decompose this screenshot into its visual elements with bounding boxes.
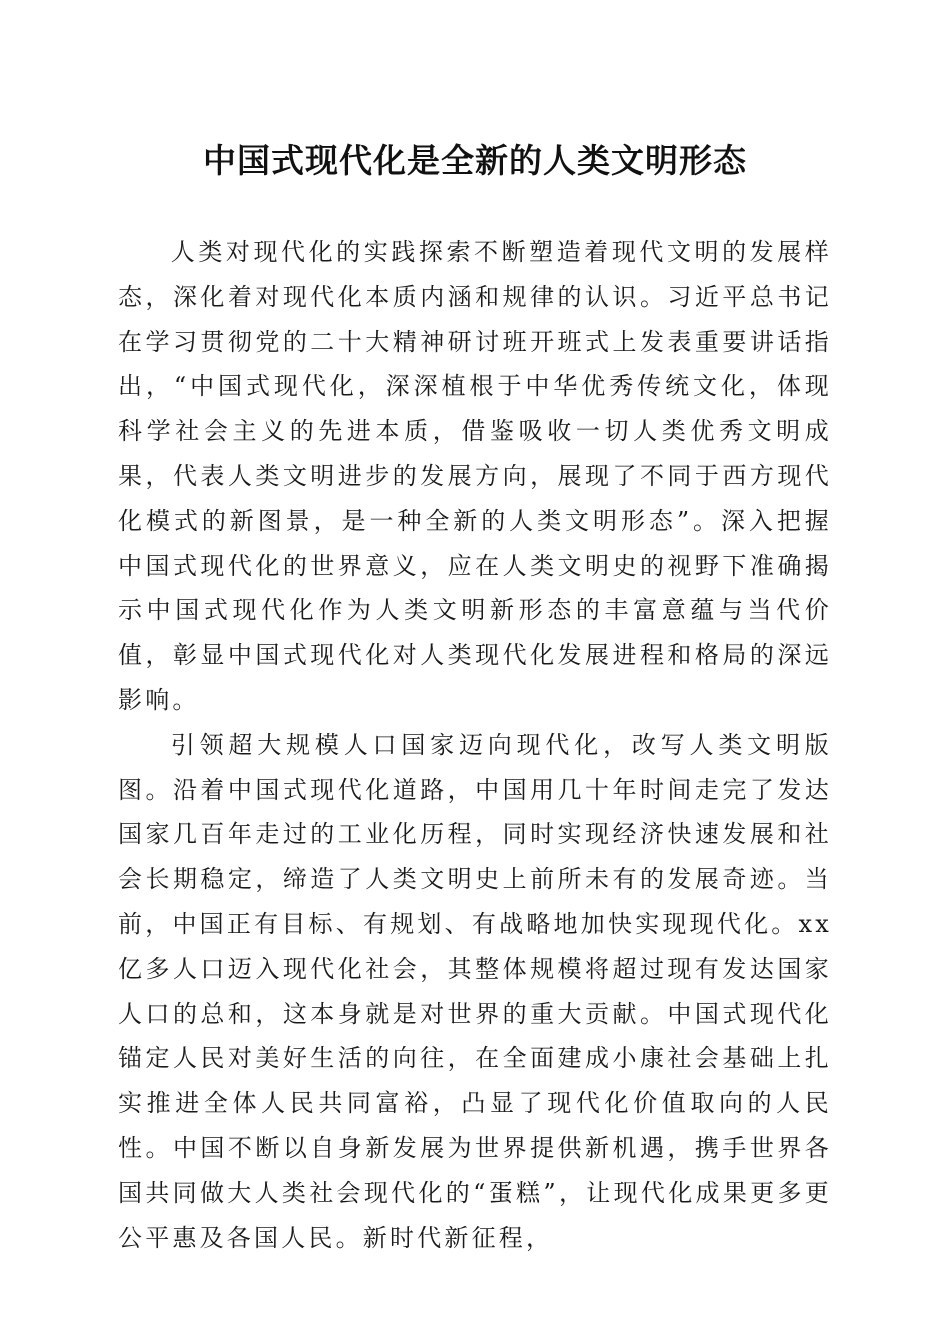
paragraph: 引领超大规模人口国家迈向现代化，改写人类文明版图。沿着中国式现代化道路，中国用几十年时间走完了发达国家几百年走过的工业化历程，同时实现经济快速发展和社会长期稳定，缔造了人类文明史上前所未有的发展奇迹。当前，中国正有目标、有规划、有战略地加快实现现代化。xx亿多人口迈入现代化社会，其整体规模将超过现有发达国家人口的总和，这本身就是对世界的重大贡献。中国式现代化锚定人民对美好生活的向往，在全面建成小康社会基础上扎实推进全体人民共同富裕，凸显了现代化价值取向的人民性。中国不断以自身新发展为世界提供新机遇，携手世界各国共同做大人类社会现代化的“蛋糕”，让现代化成果更多更公平惠及各国人民。新时代新征程，: [118, 730, 832, 1252]
document-body: [118, 230, 832, 1260]
paragraph: 人类对现代化的实践探索不断塑造着现代文明的发展样态，深化着对现代化本质内涵和规律的认识。习近平总书记在学习贯彻党的二十大精神研讨班开班式上发表重要讲话指出，“中国式现代化，深深植根于中华优秀传统文化，体现科学社会主义的先进本质，借鉴吸收一切人类优秀文明成果，代表人类文明进步的发展方向，展现了不同于西方现代化模式的新图景，是一种全新的人类文明形态”。深入把握中国式现代化的世界意义，应在人类文明史的视野下准确揭示中国式现代化作为人类文明新形态的丰富意蕴与当代价值，彰显中国式现代化对人类现代化发展进程和格局的深远影响。: [118, 238, 832, 714]
document-title: 中国式现代化是全新的人类文明形态: [203, 141, 747, 180]
